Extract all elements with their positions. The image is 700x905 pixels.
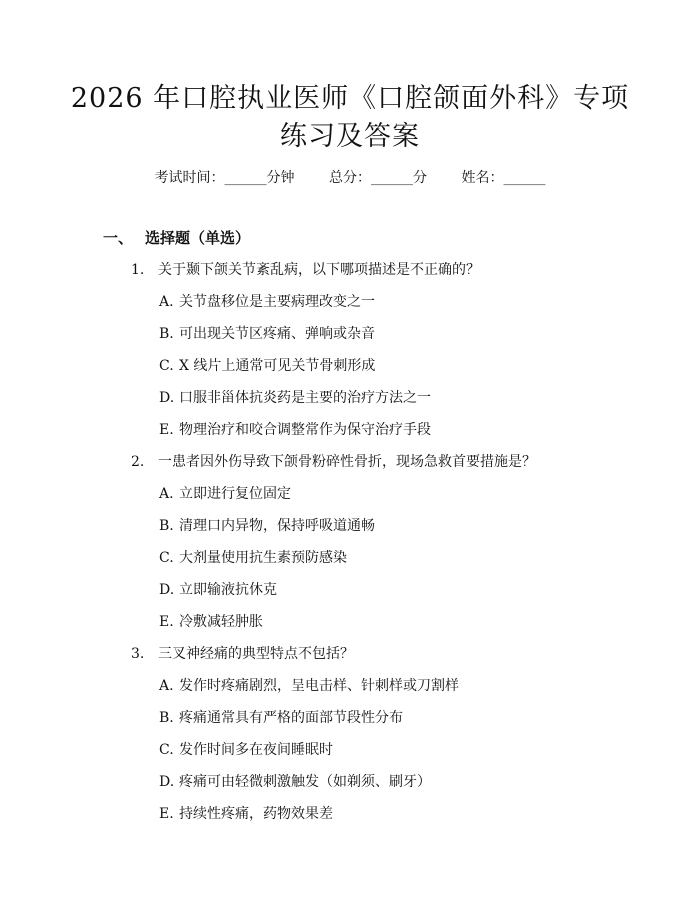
question-number: 1. — [131, 262, 145, 278]
question-number: 2. — [131, 454, 145, 470]
question-3-option-d — [159, 772, 431, 792]
option-letter: D. — [159, 582, 175, 598]
option-letter: D. — [159, 774, 175, 790]
option-text: 疼痛可由轻微刺激触发（如剃须、刷牙） — [179, 774, 431, 790]
question-text: 关于颞下颌关节紊乱病，以下哪项描述是不正确的？ — [158, 262, 480, 278]
document-title-line-2: 练习及答案 — [280, 121, 420, 152]
option-letter: A. — [159, 678, 174, 694]
option-text: 口服非甾体抗炎药是主要的治疗方法之一 — [179, 390, 431, 406]
name-field: 姓名：______ — [461, 170, 546, 186]
question-1-option-b — [159, 324, 375, 344]
section-title: 选择题（单选） — [145, 229, 251, 247]
option-letter: B. — [159, 518, 174, 534]
option-text: 发作时疼痛剧烈，呈电击样、针刺样或刀割样 — [179, 678, 459, 694]
option-text: 物理治疗和咬合调整常作为保守治疗手段 — [179, 422, 431, 438]
question-number: 3. — [131, 646, 145, 662]
option-text: 可出现关节区疼痛、弹响或杂音 — [179, 326, 375, 342]
question-1-option-a — [159, 292, 375, 312]
option-letter: C. — [159, 358, 174, 374]
option-letter: B. — [159, 326, 174, 342]
document-title-line-1: 2026 年口腔执业医师《口腔颌面外科》专项 — [70, 83, 630, 114]
option-text: 立即进行复位固定 — [179, 486, 291, 502]
option-letter: E. — [159, 422, 174, 438]
option-text: 疼痛通常具有严格的面部节段性分布 — [179, 710, 403, 726]
section-number: 一、 — [103, 229, 134, 247]
option-letter: D. — [159, 390, 175, 406]
option-letter: E. — [159, 614, 174, 630]
section-heading — [103, 228, 250, 248]
option-letter: A. — [159, 486, 174, 502]
option-text: 持续性疼痛，药物效果差 — [179, 806, 333, 822]
exam-meta — [0, 168, 700, 188]
question-1 — [131, 260, 480, 280]
question-3-option-b — [159, 708, 403, 728]
option-text: X 线片上通常可见关节骨刺形成 — [179, 358, 376, 374]
option-text: 冷敷减轻肿胀 — [179, 614, 263, 630]
option-text: 清理口内异物，保持呼吸道通畅 — [179, 518, 375, 534]
question-1-option-e — [159, 420, 431, 440]
question-text: 三叉神经痛的典型特点不包括？ — [158, 646, 354, 662]
option-text: 发作时间多在夜间睡眠时 — [179, 742, 333, 758]
option-letter: A. — [159, 294, 174, 310]
option-text: 立即输液抗休克 — [179, 582, 277, 598]
question-2-option-e — [159, 612, 263, 632]
question-2-option-d — [159, 580, 277, 600]
question-2-option-c — [159, 548, 347, 568]
option-text: 关节盘移位是主要病理改变之一 — [179, 294, 375, 310]
option-letter: B. — [159, 710, 174, 726]
question-2 — [131, 452, 536, 472]
question-3-option-c — [159, 740, 333, 760]
option-letter: C. — [159, 742, 174, 758]
question-1-option-c — [159, 356, 375, 376]
question-3-option-a — [159, 676, 459, 696]
question-text: 一患者因外伤导致下颌骨粉碎性骨折，现场急救首要措施是？ — [158, 454, 536, 470]
exam-time-field: 考试时间：______分钟 — [154, 170, 295, 186]
question-2-option-b — [159, 516, 375, 536]
option-letter: C. — [159, 550, 174, 566]
question-2-option-a — [159, 484, 291, 504]
total-score-field: 总分：______分 — [329, 170, 427, 186]
question-3 — [131, 644, 354, 664]
option-letter: E. — [159, 806, 174, 822]
question-3-option-e — [159, 804, 333, 824]
option-text: 大剂量使用抗生素预防感染 — [179, 550, 347, 566]
question-1-option-d — [159, 388, 431, 408]
